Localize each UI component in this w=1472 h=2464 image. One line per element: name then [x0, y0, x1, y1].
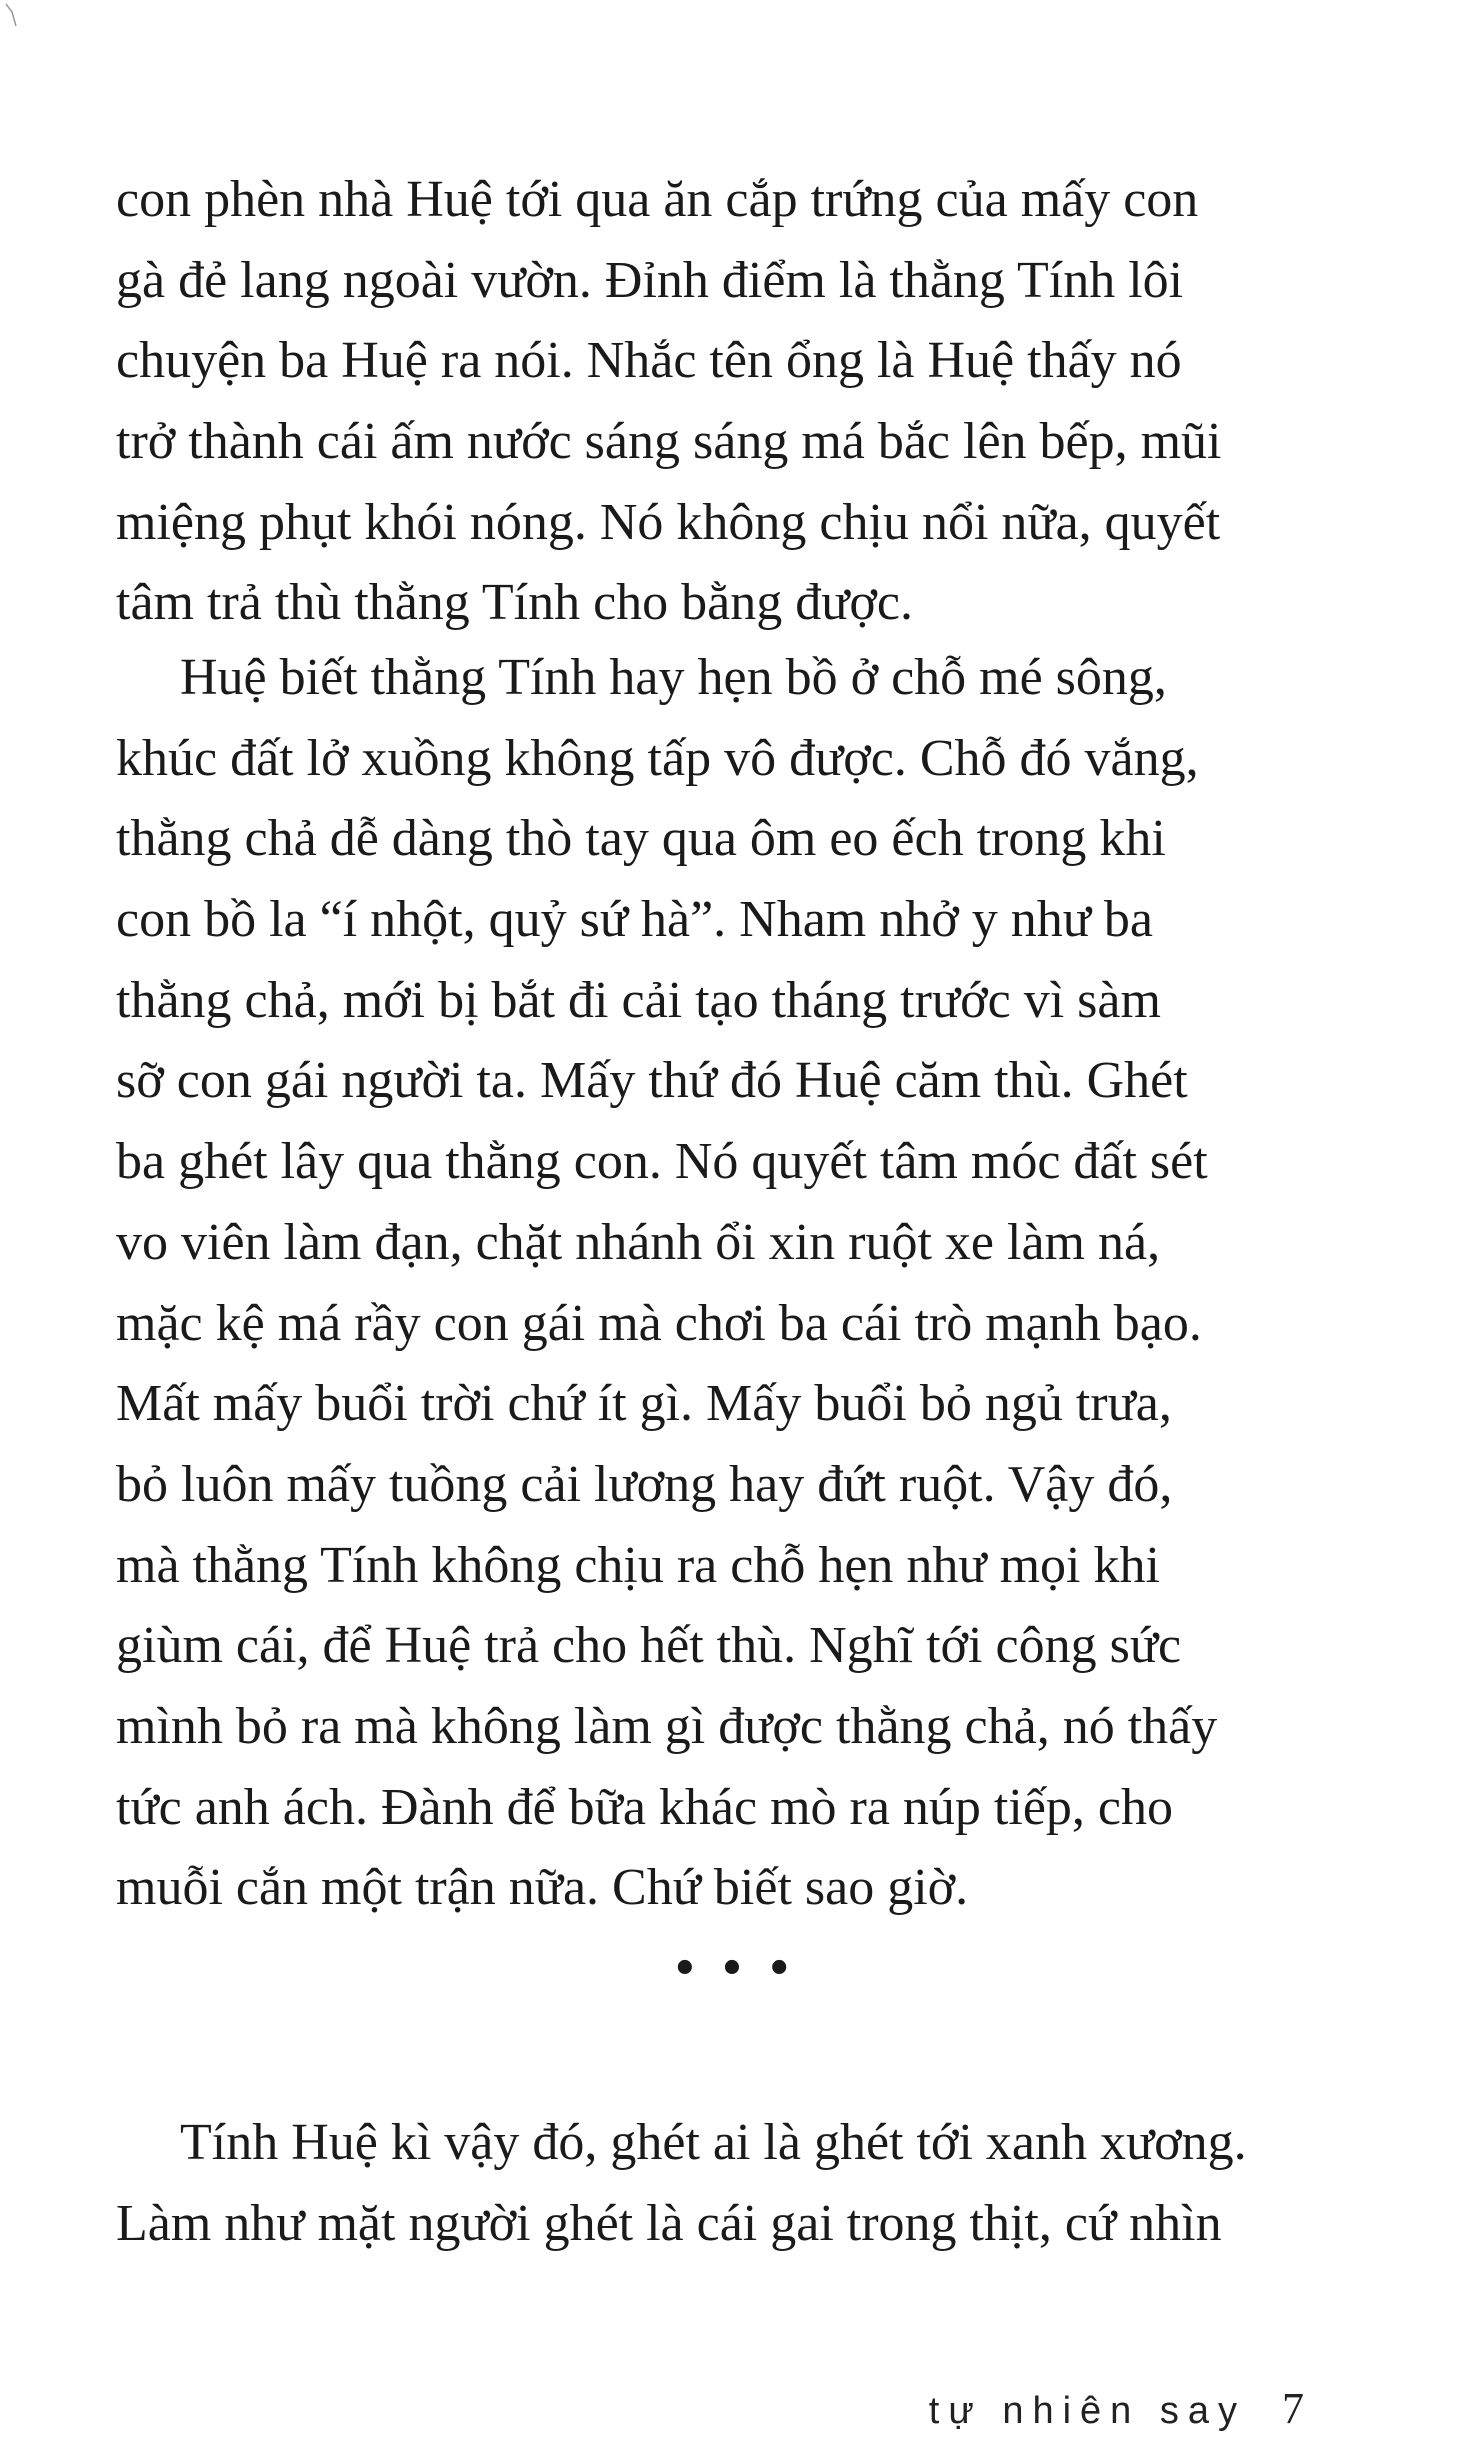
- text-line: ba ghét lây qua thằng con. Nó quyết tâm móc đất sét: [116, 1133, 1208, 1191]
- text-line: trở thành cái ấm nước sáng sáng má bắc lên bếp, mũi: [116, 413, 1222, 471]
- text-line: Mất mấy buổi trời chứ ít gì. Mấy buổi bỏ ngủ trưa,: [116, 1375, 1172, 1433]
- running-title: tự nhiên say: [928, 2390, 1246, 2432]
- paragraph-2: [116, 638, 1312, 1929]
- paragraph-3: [116, 2103, 1312, 2264]
- text-line: tâm trả thù thằng Tính cho bằng được.: [116, 574, 913, 632]
- text-line: miệng phụt khói nóng. Nó không chịu nổi nữa, quyết: [116, 493, 1221, 551]
- text-line: chuyện ba Huệ ra nói. Nhắc tên ổng là Huệ thấy nó: [116, 332, 1182, 390]
- text-line: con phèn nhà Huệ tới qua ăn cắp trứng của mấy con: [116, 171, 1199, 228]
- text-line: bỏ luôn mấy tuồng cải lương hay đứt ruột. Vậy đó,: [116, 1455, 1173, 1513]
- section-separator: • • •: [675, 1939, 797, 1996]
- text-line: tức anh ách. Đành để bữa khác mò ra núp tiếp, cho: [116, 1778, 1173, 1836]
- page-number: 7: [1282, 2384, 1304, 2433]
- text-line: Làm như mặt người ghét là cái gai trong thịt, cứ nhìn: [116, 2194, 1222, 2252]
- text-line: khúc đất lở xuồng không tấp vô được. Chỗ đó vắng,: [116, 729, 1199, 787]
- text-line: con bồ la “í nhột, quỷ sứ hà”. Nham nhở y như ba: [116, 891, 1154, 949]
- text-line: Huệ biết thằng Tính hay hẹn bồ ở chỗ mé sông,: [180, 649, 1167, 706]
- paragraph-1: [116, 160, 1312, 644]
- text-line: muỗi cắn một trận nữa. Chứ biết sao giờ.: [116, 1859, 969, 1917]
- text-line: thằng chả, mới bị bắt đi cải tạo tháng trước vì sàm: [116, 971, 1161, 1029]
- text-line: sỡ con gái người ta. Mấy thứ đó Huệ căm thù. Ghét: [116, 1052, 1188, 1110]
- text-line: giùm cái, để Huệ trả cho hết thù. Nghĩ tới công sức: [116, 1617, 1182, 1675]
- page-footer: [929, 2383, 1304, 2434]
- text-line: mình bỏ ra mà không làm gì được thằng chả, nó thấy: [116, 1697, 1218, 1755]
- corner-scan-mark: [4, 2, 26, 30]
- text-line: vo viên làm đạn, chặt nhánh ổi xin ruột xe làm ná,: [116, 1213, 1161, 1271]
- text-line: mặc kệ má rầy con gái mà chơi ba cái trò mạnh bạo.: [116, 1294, 1202, 1352]
- text-line: gà đẻ lang ngoài vườn. Đỉnh điểm là thằng Tính lôi: [116, 251, 1184, 309]
- text-line: Tính Huệ kì vậy đó, ghét ai là ghét tới xanh xương.: [180, 2114, 1247, 2171]
- text-line: mà thằng Tính không chịu ra chỗ hẹn như mọi khi: [116, 1536, 1160, 1594]
- text-line: thằng chả dễ dàng thò tay qua ôm eo ếch trong khi: [116, 810, 1166, 868]
